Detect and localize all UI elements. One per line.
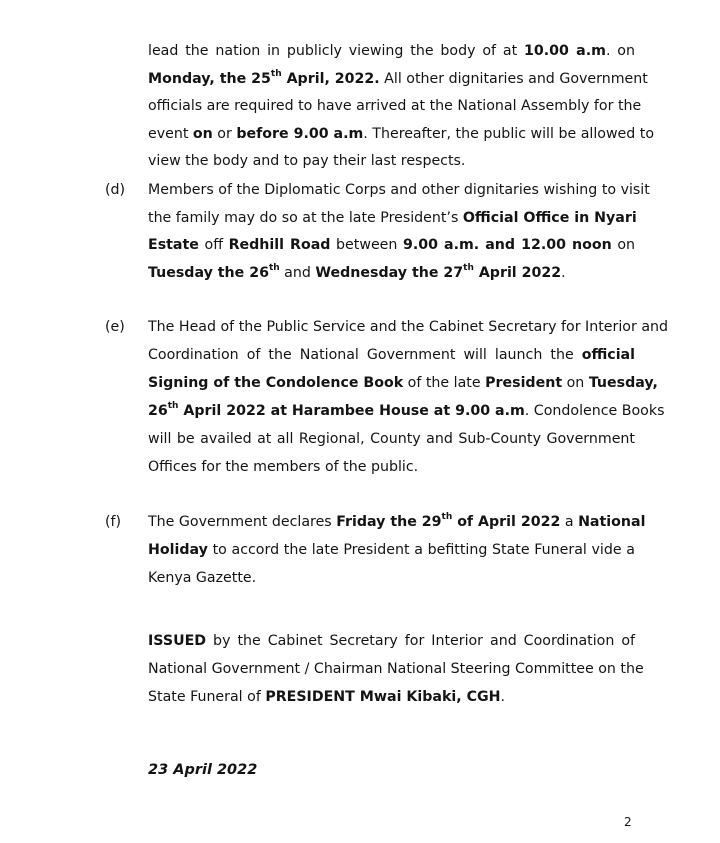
text-line: 26th April 2022 at Harambee House at 9.00 a.m. Condolence Books (148, 401, 665, 419)
text-line: lead the nation in publicly viewing the body of at 10.00 a.m. on (148, 43, 635, 59)
issue-date: 23 April 2022 (148, 762, 258, 778)
text-line: Signing of the Condolence Book of the late President on Tuesday, (148, 375, 658, 391)
item-label-d: (d) (105, 182, 126, 198)
text-line: The Government declares Friday the 29th of April 2022 a National (148, 512, 646, 530)
text-line: National Government / Chairman National Steering Committee on the (148, 661, 644, 677)
page-number: 2 (624, 815, 632, 829)
text-line: Coordination of the National Government will launch the official (148, 347, 635, 363)
item-label-f: (f) (105, 514, 122, 530)
text-line: Offices for the members of the public. (148, 459, 419, 475)
text-line: ISSUED by the Cabinet Secretary for Interior and Coordination of (148, 633, 635, 649)
text-line: the family may do so at the late President’s Official Office in Nyari (148, 209, 637, 226)
text-line: view the body and to pay their last respects. (148, 153, 466, 169)
item-label-e: (e) (105, 319, 125, 335)
text-line: Holiday to accord the late President a befitting State Funeral vide a (148, 542, 635, 558)
text-line: officials are required to have arrived at the National Assembly for the (148, 98, 642, 114)
text-line: Kenya Gazette. (148, 570, 257, 586)
text-line: will be availed at all Regional, County and Sub-County Government (148, 431, 635, 447)
text-line: Estate off Redhill Road between 9.00 a.m. and 12.00 noon on (148, 237, 636, 253)
text-line: Monday, the 25th April, 2022. All other dignitaries and Government (148, 68, 648, 87)
text-line: The Head of the Public Service and the Cabinet Secretary for Interior and (148, 319, 669, 335)
text-line: event on or before 9.00 a.m. Thereafter, the public will be allowed to (148, 125, 655, 142)
text-line: Members of the Diplomatic Corps and other dignitaries wishing to visit (148, 182, 650, 198)
text-line: State Funeral of PRESIDENT Mwai Kibaki, CGH. (148, 689, 506, 705)
text-line: Tuesday the 26th and Wednesday the 27th April 2022. (148, 262, 566, 281)
